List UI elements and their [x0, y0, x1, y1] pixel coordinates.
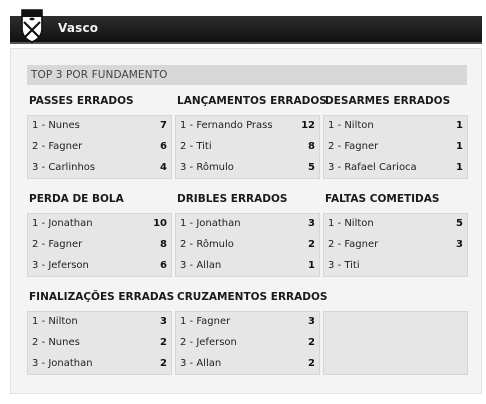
ranking-row — [176, 215, 321, 235]
stat-value: 5 — [456, 218, 463, 229]
category-title: PERDA DE BOLA — [29, 193, 124, 205]
ranking-row — [324, 215, 469, 235]
category-box — [323, 213, 468, 277]
player-name: 2 - Rômulo — [180, 239, 234, 250]
player-name: 1 - Jonathan — [32, 218, 93, 229]
category-box — [27, 311, 172, 375]
player-name: 1 - Nilton — [328, 120, 374, 131]
player-name: 1 - Fernando Prass — [180, 120, 273, 131]
category-title: LANÇAMENTOS ERRADOS — [177, 95, 327, 107]
ranking-row — [324, 159, 469, 179]
ranking-row — [28, 257, 173, 277]
stat-value: 4 — [160, 162, 167, 173]
stat-value: 6 — [160, 141, 167, 152]
category-box — [323, 115, 468, 179]
player-name: 3 - Carlinhos — [32, 162, 96, 173]
stat-value: 1 — [456, 120, 463, 131]
ranking-row — [176, 236, 321, 256]
stats-panel — [10, 48, 482, 394]
player-name: 3 - Titi — [328, 260, 360, 271]
ranking-row — [176, 117, 321, 137]
player-name: 3 - Rômulo — [180, 162, 234, 173]
vasco-crest-icon — [20, 8, 44, 44]
ranking-row — [28, 355, 173, 375]
player-name: 2 - Fagner — [328, 239, 379, 250]
ranking-row — [28, 159, 173, 179]
player-name: 2 - Fagner — [328, 141, 379, 152]
stat-value: 8 — [160, 239, 167, 250]
category-box — [27, 115, 172, 179]
category-title: FALTAS COMETIDAS — [325, 193, 440, 205]
section-title: TOP 3 POR FUNDAMENTO — [31, 69, 168, 81]
player-name: 3 - Jonathan — [32, 358, 93, 369]
ranking-row — [176, 334, 321, 354]
stat-value: 3 — [456, 239, 463, 250]
ranking-row — [28, 138, 173, 158]
category-box — [175, 213, 320, 277]
category-title: CRUZAMENTOS ERRADOS — [177, 291, 328, 303]
ranking-row — [28, 313, 173, 333]
category-title: DESARMES ERRADOS — [325, 95, 451, 107]
stat-value: 1 — [456, 162, 463, 173]
ranking-row — [176, 138, 321, 158]
ranking-row — [28, 236, 173, 256]
category-box — [175, 115, 320, 179]
ranking-row — [324, 138, 469, 158]
stat-value: 1 — [456, 141, 463, 152]
category-title: DRIBLES ERRADOS — [177, 193, 288, 205]
stat-value: 5 — [308, 162, 315, 173]
player-name: 3 - Allan — [180, 358, 222, 369]
stat-value: 6 — [160, 260, 167, 271]
ranking-row — [324, 257, 469, 277]
section-header — [27, 65, 467, 85]
stat-value: 1 — [308, 260, 315, 271]
player-name: 2 - Jeferson — [180, 337, 237, 348]
stat-value: 8 — [308, 141, 315, 152]
ranking-row — [324, 117, 469, 137]
stat-value: 2 — [308, 239, 315, 250]
player-name: 1 - Nilton — [32, 316, 78, 327]
stat-value: 12 — [301, 120, 315, 131]
ranking-row — [28, 117, 173, 137]
player-name: 1 - Jonathan — [180, 218, 241, 229]
ranking-row — [176, 313, 321, 333]
stat-value: 2 — [308, 358, 315, 369]
stat-value: 7 — [160, 120, 167, 131]
ranking-row — [176, 257, 321, 277]
stat-value: 2 — [160, 337, 167, 348]
stat-value: 2 — [160, 358, 167, 369]
player-name: 1 - Fagner — [180, 316, 231, 327]
ranking-row — [176, 355, 321, 375]
stat-value: 10 — [153, 218, 167, 229]
stat-value: 3 — [308, 316, 315, 327]
player-name: 1 - Nilton — [328, 218, 374, 229]
player-name: 2 - Titi — [180, 141, 212, 152]
ranking-row — [28, 215, 173, 235]
player-name: 2 - Fagner — [32, 239, 83, 250]
player-name: 3 - Jeferson — [32, 260, 89, 271]
category-title: FINALIZAÇÕES ERRADAS — [29, 291, 175, 303]
player-name: 2 - Fagner — [32, 141, 83, 152]
category-box — [323, 311, 468, 375]
player-name: 3 - Rafael Carioca — [328, 162, 417, 173]
stat-value: 2 — [308, 337, 315, 348]
ranking-row — [324, 236, 469, 256]
stat-value: 3 — [308, 218, 315, 229]
category-title: PASSES ERRADOS — [29, 95, 134, 107]
player-name: 1 - Nunes — [32, 120, 80, 131]
player-name: 3 - Allan — [180, 260, 222, 271]
ranking-row — [28, 334, 173, 354]
category-box — [175, 311, 320, 375]
player-name: 2 - Nunes — [32, 337, 80, 348]
club-name: Vasco — [58, 21, 99, 35]
club-header-bar — [10, 16, 482, 44]
category-box — [27, 213, 172, 277]
ranking-row — [176, 159, 321, 179]
stat-value: 3 — [160, 316, 167, 327]
